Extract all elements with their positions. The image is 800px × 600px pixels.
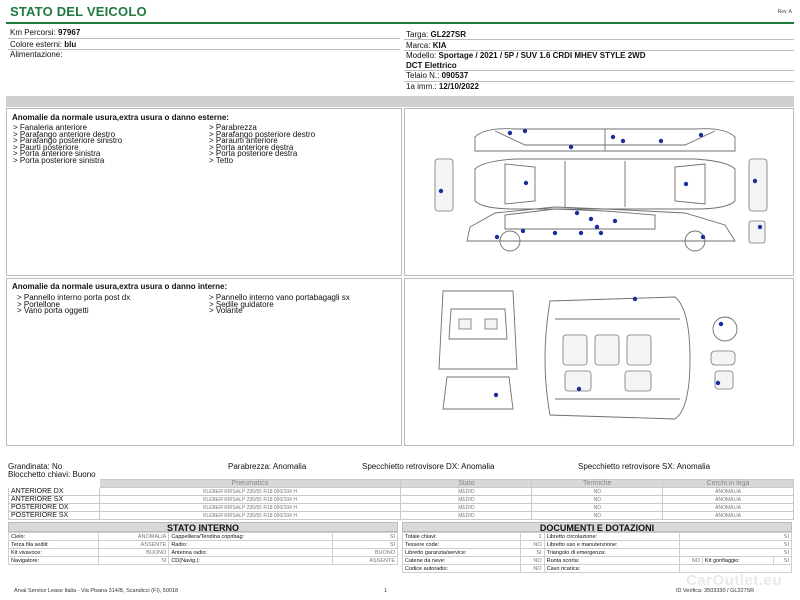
targa-label: Targa: bbox=[406, 30, 429, 39]
table-row bbox=[403, 549, 792, 557]
list-item: > Paurti posteriore bbox=[13, 142, 79, 152]
car-interior-svg bbox=[405, 279, 795, 447]
targa-value: GL227SR bbox=[430, 30, 467, 39]
blocchetto-text: Blocchetto chiavi: Buono bbox=[8, 470, 96, 479]
cell-label: Catene da neve: bbox=[403, 557, 521, 565]
cell-value: ANOMALIA bbox=[98, 533, 168, 541]
cell-label: Triangolo di emergenza: bbox=[544, 549, 679, 557]
cell-label: CD(Navig.): bbox=[169, 557, 333, 565]
alimentazione-field bbox=[10, 50, 62, 59]
table-row bbox=[9, 557, 398, 565]
stato-interno-table bbox=[8, 532, 398, 565]
title-underline bbox=[6, 22, 794, 24]
table-row bbox=[9, 512, 794, 520]
cell-value: SI bbox=[333, 541, 398, 549]
table-row bbox=[9, 541, 398, 549]
stato-interno-title: STATO INTERNO bbox=[8, 522, 398, 532]
list-item: > Porta anteriore destra bbox=[209, 142, 294, 152]
tyre-termiche: NO bbox=[532, 496, 663, 504]
list-item: > Porta posteriore sinistra bbox=[13, 155, 105, 165]
immatricolazione-field bbox=[406, 82, 479, 91]
footer-address: Arval Service Lease Italia - Via Pisana 314/B, Scandicci (FI), 50018 bbox=[14, 588, 179, 594]
cell-label: Terza fila sedili: bbox=[9, 541, 99, 549]
cell-label: Codice autoradio: bbox=[403, 565, 521, 573]
tyre-model: KLEBER KRISALP 235/55 R18 000/104 H bbox=[99, 504, 401, 512]
cell-label: Tessere code: bbox=[403, 541, 521, 549]
header-pneumatico: Pneumatico bbox=[99, 480, 401, 488]
cell-value: SI bbox=[521, 549, 545, 557]
tyre-stato: MEDIO bbox=[401, 488, 532, 496]
external-car-diagram bbox=[404, 108, 794, 276]
section-separator bbox=[6, 96, 794, 107]
footer-reference: ID Verifica: 3503330 / GL227SR bbox=[676, 588, 755, 594]
cell-value: SI bbox=[679, 533, 792, 541]
table-row bbox=[403, 533, 792, 541]
watermark-logo: CarOutlet.eu bbox=[686, 572, 783, 589]
cell-value: BUONO bbox=[333, 549, 398, 557]
list-item: > Parafango posteriore destro bbox=[209, 129, 316, 139]
table-row bbox=[403, 541, 792, 549]
telaio-label: Telaio N.: bbox=[406, 71, 440, 80]
tyre-termiche: NO bbox=[532, 488, 663, 496]
telaio-value: 090537 bbox=[441, 71, 469, 80]
documenti-section bbox=[402, 522, 792, 573]
cell-value: NO bbox=[521, 541, 545, 549]
tyre-cerchi: ANOMALIA bbox=[663, 488, 794, 496]
modello-value: Sportage / 2021 / 5P / SUV 1.6 CRDI MHEV STYLE 2WD bbox=[438, 51, 646, 60]
revision-label: Rev. A bbox=[777, 9, 792, 15]
tyre-cerchi: ANOMALIA bbox=[663, 512, 794, 520]
tyre-stato: MEDIO bbox=[401, 504, 532, 512]
modello-field bbox=[406, 51, 646, 60]
cell-label: Ruota scorta: bbox=[544, 557, 679, 565]
cell-value: 1 bbox=[521, 533, 545, 541]
internal-list-col1 bbox=[17, 295, 130, 315]
list-item: > Parabrezza bbox=[209, 123, 257, 132]
cell-value: SI bbox=[333, 533, 398, 541]
internal-car-diagram bbox=[404, 278, 794, 446]
divider bbox=[8, 38, 400, 39]
list-item: > Pannello interno vano portabagagli sx bbox=[209, 293, 350, 302]
cell-value: NO bbox=[679, 557, 703, 565]
colore-label: Colore esterni: bbox=[10, 40, 63, 49]
list-item: > Tetto bbox=[209, 155, 234, 165]
cell-label: Radio: bbox=[169, 541, 333, 549]
external-list-col2 bbox=[209, 125, 315, 164]
km-value: 97967 bbox=[58, 28, 81, 37]
cell-label: Totale chiavi: bbox=[403, 533, 521, 541]
page-title: STATO DEL VEICOLO bbox=[10, 4, 147, 19]
cell-label: Navigatore: bbox=[9, 557, 99, 565]
list-item: > Porta anteriore sinistra bbox=[13, 149, 101, 158]
table-row bbox=[9, 533, 398, 541]
table-row bbox=[9, 504, 794, 512]
cell-value: SI bbox=[679, 549, 792, 557]
external-list-col1 bbox=[13, 125, 122, 164]
list-item: > Parafango anteriore destro bbox=[13, 129, 116, 139]
footer-page-number: 1 bbox=[384, 588, 388, 594]
documenti-table bbox=[402, 532, 792, 573]
internal-title: Anomalie da normale usura,extra usura o danno interne: bbox=[12, 282, 228, 291]
marca-value: KIA bbox=[432, 41, 447, 50]
list-item: > Paraurti anteriore bbox=[209, 136, 278, 145]
empty-header bbox=[9, 480, 100, 488]
tyre-termiche: NO bbox=[532, 504, 663, 512]
marca-label: Marca: bbox=[406, 41, 431, 50]
table-header-row bbox=[9, 480, 794, 488]
cell-value: NO bbox=[521, 565, 545, 573]
tyre-cerchi: ANOMALIA bbox=[663, 504, 794, 512]
km-field bbox=[10, 28, 80, 37]
cell-value: ASSENTE bbox=[333, 557, 398, 565]
cell-label: Libretto garanzia/service: bbox=[403, 549, 521, 557]
imm-value: 12/10/2022 bbox=[438, 82, 479, 91]
cell-label: Cavo ricarica: bbox=[544, 565, 679, 573]
list-item: > Volante bbox=[209, 306, 243, 315]
modello-label: Modello: bbox=[406, 51, 437, 60]
divider bbox=[8, 49, 400, 50]
table-row bbox=[9, 549, 398, 557]
list-item: > Portellone bbox=[17, 299, 60, 309]
table-row bbox=[9, 496, 794, 504]
list-item: > Pannello interno porta post dx bbox=[17, 293, 131, 302]
cell-label: Kit vivavoce: bbox=[9, 549, 99, 557]
specchietto-sx-text: Specchietto retrovisore SX: Anomalia bbox=[578, 462, 711, 471]
parabrezza-text: Parabrezza: Anomalia bbox=[228, 462, 307, 471]
internal-damage-panel bbox=[6, 278, 402, 446]
header-cerchi: Cerchi in lega bbox=[663, 480, 794, 488]
cell-value: SI bbox=[98, 557, 168, 565]
tyre-termiche: NO bbox=[532, 512, 663, 520]
tyre-position: ANTERIORE DX bbox=[9, 488, 100, 496]
tyre-stato: MEDIO bbox=[401, 512, 532, 520]
list-item: > Vano porta oggetti bbox=[17, 306, 89, 315]
cell-label: Antenna radio: bbox=[169, 549, 333, 557]
modello-value-2: DCT Elettrico bbox=[406, 61, 457, 70]
modello-value-line2 bbox=[406, 61, 457, 70]
internal-list-col2 bbox=[209, 295, 350, 315]
targa-field bbox=[406, 30, 466, 39]
cell-label: Libretto circolazione: bbox=[544, 533, 679, 541]
cell-label: Kit gonfiaggio: bbox=[703, 557, 774, 565]
tyres-table bbox=[8, 479, 794, 520]
cell-value: SI bbox=[679, 541, 792, 549]
cell-value: ASSENTE bbox=[98, 541, 168, 549]
list-item: > Parafango posteriore sinistro bbox=[13, 136, 123, 145]
stato-interno-section bbox=[8, 522, 398, 565]
tyre-cerchi: ANOMALIA bbox=[663, 496, 794, 504]
cell-value: SI bbox=[773, 557, 791, 565]
tyre-model: KLEBER KRISALP 235/55 R18 000/104 H bbox=[99, 488, 401, 496]
header-stato: Stato bbox=[401, 480, 532, 488]
list-item: > Porta posteriore destra bbox=[209, 149, 298, 158]
tyre-model: KLEBER KRISALP 235/55 R18 000/104 H bbox=[99, 496, 401, 504]
colore-field bbox=[10, 40, 76, 49]
car-exterior-svg bbox=[405, 109, 795, 277]
specchietto-dx-text: Specchietto retrovisore DX: Anomalia bbox=[362, 462, 495, 471]
tyre-stato: MEDIO bbox=[401, 496, 532, 504]
km-label: Km Percorsi: bbox=[10, 28, 56, 37]
marca-field bbox=[406, 41, 446, 50]
table-row bbox=[9, 488, 794, 496]
imm-label: 1a imm.: bbox=[406, 82, 437, 91]
tyre-model: KLEBER KRISALP 235/55 R18 000/104 H bbox=[99, 512, 401, 520]
divider bbox=[404, 39, 794, 40]
documenti-title: DOCUMENTI E DOTAZIONI bbox=[402, 522, 792, 532]
tyre-position: ANTERIORE SX bbox=[9, 496, 100, 504]
grandinata-text: Grandinata: No bbox=[8, 462, 63, 471]
cell-value: BUONO bbox=[98, 549, 168, 557]
external-damage-panel bbox=[6, 108, 402, 276]
cell-label: Cappelliera/Tendina copribag: bbox=[169, 533, 333, 541]
table-row bbox=[403, 557, 792, 565]
list-item: > Fanaleria anteriore bbox=[13, 123, 88, 132]
cell-value: NO bbox=[521, 557, 545, 565]
tyre-position: POSTERIORE DX bbox=[9, 504, 100, 512]
external-title: Anomalie da normale usura,extra usura o danno esterne: bbox=[12, 113, 229, 122]
tyre-position: POSTERIORE SX bbox=[9, 512, 100, 520]
header-termiche: Termiche bbox=[532, 480, 663, 488]
cell-label: Cielo: bbox=[9, 533, 99, 541]
list-item: > Sedile guidatore bbox=[209, 299, 274, 309]
colore-value: blu bbox=[64, 40, 77, 49]
alimentazione-label: Alimentazione: bbox=[10, 50, 63, 59]
cell-label: Libretto uso e manutenzione: bbox=[544, 541, 679, 549]
telaio-field bbox=[406, 71, 468, 80]
